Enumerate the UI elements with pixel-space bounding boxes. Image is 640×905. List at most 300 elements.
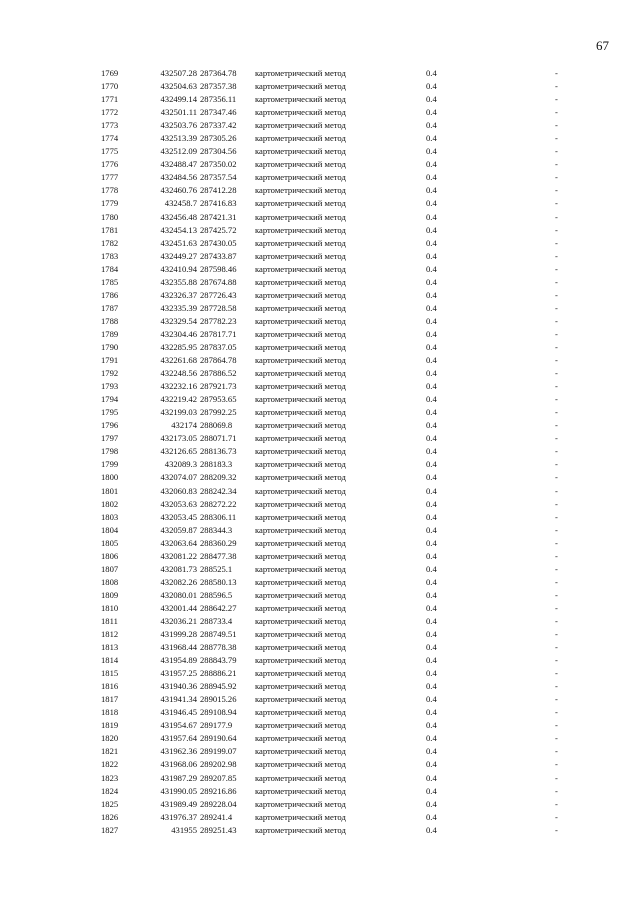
accuracy: 0.4 [426,811,437,822]
note: - [555,355,558,366]
coordinate-x: 431968.06 [160,759,197,770]
coordinate-y: 289015.26 [200,694,237,705]
coordinate-y: 288886.21 [200,668,237,679]
table-row [0,798,640,811]
coordinate-x: 432454.13 [160,224,197,235]
accuracy: 0.4 [426,94,437,105]
point-number: 1795 [101,407,119,418]
accuracy: 0.4 [426,655,437,666]
coordinate-y: 287921.73 [200,381,237,392]
coordinate-x: 431987.29 [160,772,197,783]
accuracy: 0.4 [426,394,437,405]
accuracy: 0.4 [426,498,437,509]
coordinate-y: 287357.54 [200,172,237,183]
accuracy: 0.4 [426,602,437,613]
point-number: 1783 [101,250,119,261]
note: - [555,811,558,822]
method: картометрический метод [255,146,346,157]
method: картометрический метод [255,707,346,718]
coordinate-x: 431999.28 [160,629,197,640]
accuracy: 0.4 [426,224,437,235]
accuracy: 0.4 [426,368,437,379]
coordinate-y: 287357.38 [200,81,237,92]
point-number: 1821 [101,746,119,757]
note: - [555,472,558,483]
table-row [0,380,640,393]
coordinate-x: 432001.44 [160,602,197,613]
method: картометрический метод [255,733,346,744]
note: - [555,420,558,431]
accuracy: 0.4 [426,381,437,392]
method: картометрический метод [255,681,346,692]
coordinate-y: 288344.3 [200,524,233,535]
method: картометрический метод [255,394,346,405]
coordinate-x: 432451.63 [160,237,197,248]
coordinate-x: 432326.37 [160,289,197,300]
method: картометрический метод [255,811,346,822]
method: картометрический метод [255,368,346,379]
coordinate-x: 432173.05 [160,433,197,444]
table-row [0,732,640,745]
accuracy: 0.4 [426,550,437,561]
point-number: 1803 [101,511,119,522]
point-number: 1824 [101,785,119,796]
method: картометрический метод [255,668,346,679]
coordinate-x: 432074.07 [160,472,197,483]
point-number: 1805 [101,537,119,548]
coordinate-x: 432081.73 [160,563,197,574]
table-row [0,237,640,250]
coordinate-y: 287421.31 [200,211,237,222]
table-row [0,197,640,210]
table-row [0,680,640,693]
point-number: 1776 [101,159,119,170]
note: - [555,511,558,522]
method: картометрический метод [255,133,346,144]
accuracy: 0.4 [426,250,437,261]
accuracy: 0.4 [426,120,437,131]
coordinate-y: 287337.42 [200,120,237,131]
coordinate-x: 432248.56 [160,368,197,379]
method: картометрический метод [255,94,346,105]
coordinate-x: 432304.46 [160,328,197,339]
accuracy: 0.4 [426,537,437,548]
method: картометрический метод [255,250,346,261]
coordinate-x: 431955 [171,824,197,835]
note: - [555,668,558,679]
coordinate-x: 432484.56 [160,172,197,183]
method: картометрический метод [255,589,346,600]
note: - [555,315,558,326]
note: - [555,720,558,731]
method: картометрический метод [255,420,346,431]
coordinate-y: 287837.05 [200,341,237,352]
note: - [555,185,558,196]
accuracy: 0.4 [426,720,437,731]
table-row [0,432,640,445]
coordinate-y: 289177.9 [200,720,233,731]
table-row [0,341,640,354]
accuracy: 0.4 [426,198,437,209]
coordinate-x: 432512.09 [160,146,197,157]
method: картометрический метод [255,446,346,457]
note: - [555,615,558,626]
note: - [555,81,558,92]
coordinate-x: 431941.34 [160,694,197,705]
table-row [0,354,640,367]
table-row [0,289,640,302]
note: - [555,733,558,744]
method: картометрический метод [255,642,346,653]
coordinate-y: 287726.43 [200,289,237,300]
point-number: 1818 [101,707,119,718]
method: картометрический метод [255,746,346,757]
coordinate-x: 432507.28 [160,68,197,78]
method: картометрический метод [255,172,346,183]
accuracy: 0.4 [426,276,437,287]
point-number: 1817 [101,694,119,705]
coordinate-y: 288242.34 [200,485,237,496]
point-number: 1799 [101,459,119,470]
accuracy: 0.4 [426,185,437,196]
accuracy: 0.4 [426,524,437,535]
coordinate-x: 432504.63 [160,81,197,92]
point-number: 1792 [101,368,119,379]
point-number: 1772 [101,107,119,118]
point-number: 1784 [101,263,119,274]
coordinate-x: 431957.64 [160,733,197,744]
coordinate-x: 431940.36 [160,681,197,692]
table-row [0,537,640,550]
note: - [555,642,558,653]
point-number: 1787 [101,302,119,313]
accuracy: 0.4 [426,772,437,783]
point-number: 1794 [101,394,119,405]
method: картометрический метод [255,472,346,483]
coordinate-x: 431954.89 [160,655,197,666]
coordinate-y: 287864.78 [200,355,237,366]
point-number: 1812 [101,629,119,640]
accuracy: 0.4 [426,81,437,92]
accuracy: 0.4 [426,511,437,522]
point-number: 1816 [101,681,119,692]
coordinate-y: 289251.43 [200,824,237,835]
coordinate-y: 288272.22 [200,498,237,509]
point-number: 1800 [101,472,119,483]
accuracy: 0.4 [426,824,437,835]
coordinate-y: 288209.32 [200,472,237,483]
note: - [555,263,558,274]
note: - [555,302,558,313]
coordinate-y: 287364.78 [200,68,237,78]
table-row [0,589,640,602]
method: картометрический метод [255,550,346,561]
method: картометрический метод [255,81,346,92]
point-number: 1801 [101,485,119,496]
point-number: 1804 [101,524,119,535]
coordinate-y: 288843.79 [200,655,237,666]
table-row [0,93,640,106]
point-number: 1781 [101,224,119,235]
method: картометрический метод [255,237,346,248]
note: - [555,629,558,640]
table-row [0,393,640,406]
accuracy: 0.4 [426,302,437,313]
coordinate-y: 288183.3 [200,459,233,470]
coordinate-x: 432219.42 [160,394,197,405]
point-number: 1778 [101,185,119,196]
point-number: 1786 [101,289,119,300]
method: картометрический метод [255,824,346,835]
coordinate-y: 287425.72 [200,224,237,235]
table-row [0,419,640,432]
accuracy: 0.4 [426,576,437,587]
method: картометрический метод [255,511,346,522]
method: картометрический метод [255,485,346,496]
coordinate-y: 289199.07 [200,746,237,757]
table-row [0,276,640,289]
table-row [0,654,640,667]
point-number: 1813 [101,642,119,653]
method: картометрический метод [255,759,346,770]
coordinate-x: 432335.39 [160,302,197,313]
point-number: 1788 [101,315,119,326]
coordinate-x: 432126.65 [160,446,197,457]
coordinate-y: 289228.04 [200,798,237,809]
accuracy: 0.4 [426,459,437,470]
coordinate-x: 432174 [171,420,197,431]
table-row [0,67,640,80]
coordinate-x: 432460.76 [160,185,197,196]
coordinate-y: 287433.87 [200,250,237,261]
table-row [0,745,640,758]
point-number: 1769 [101,68,119,78]
method: картометрический метод [255,185,346,196]
accuracy: 0.4 [426,629,437,640]
point-number: 1771 [101,94,119,105]
accuracy: 0.4 [426,759,437,770]
note: - [555,681,558,692]
accuracy: 0.4 [426,289,437,300]
coordinate-x: 432449.27 [160,250,197,261]
method: картометрический метод [255,381,346,392]
coordinate-y: 288580.13 [200,576,237,587]
point-number: 1773 [101,120,119,131]
coordinate-y: 288477.38 [200,550,237,561]
coordinate-x: 432410.94 [160,263,197,274]
method: картометрический метод [255,276,346,287]
coordinates-table [0,67,640,837]
method: картометрический метод [255,524,346,535]
table-row [0,445,640,458]
note: - [555,655,558,666]
note: - [555,602,558,613]
coordinate-x: 432499.14 [160,94,197,105]
coordinate-x: 432355.88 [160,276,197,287]
accuracy: 0.4 [426,328,437,339]
table-row [0,706,640,719]
accuracy: 0.4 [426,341,437,352]
note: - [555,694,558,705]
note: - [555,250,558,261]
table-row [0,511,640,524]
coordinate-y: 288778.38 [200,642,237,653]
table-row [0,576,640,589]
coordinate-y: 289108.94 [200,707,237,718]
coordinate-y: 289190.64 [200,733,237,744]
table-row [0,758,640,771]
method: картометрический метод [255,798,346,809]
note: - [555,146,558,157]
accuracy: 0.4 [426,563,437,574]
point-number: 1820 [101,733,119,744]
note: - [555,772,558,783]
table-row [0,184,640,197]
note: - [555,237,558,248]
coordinate-x: 432053.45 [160,511,197,522]
coordinate-y: 288733.4 [200,615,233,626]
page-number: 67 [596,38,609,53]
coordinate-x: 432458.7 [164,198,197,209]
table-row [0,171,640,184]
method: картометрический метод [255,120,346,131]
table-row [0,498,640,511]
method: картометрический метод [255,107,346,118]
method: картометрический метод [255,302,346,313]
table-row [0,667,640,680]
table-row [0,641,640,654]
note: - [555,446,558,457]
table-row [0,119,640,132]
coordinate-y: 289241.4 [200,811,233,822]
note: - [555,381,558,392]
method: картометрический метод [255,498,346,509]
point-number: 1825 [101,798,119,809]
accuracy: 0.4 [426,211,437,222]
method: картометрический метод [255,720,346,731]
coordinate-y: 287886.52 [200,368,237,379]
coordinate-x: 431989.49 [160,798,197,809]
note: - [555,524,558,535]
table-row [0,550,640,563]
coordinate-y: 288069.8 [200,420,233,431]
coordinate-y: 288071.71 [200,433,237,444]
note: - [555,459,558,470]
point-number: 1791 [101,355,119,366]
note: - [555,407,558,418]
table-row [0,602,640,615]
table-row [0,250,640,263]
coordinate-x: 432063.64 [160,537,197,548]
accuracy: 0.4 [426,263,437,274]
note: - [555,276,558,287]
method: картометрический метод [255,407,346,418]
coordinate-x: 432503.76 [160,120,197,131]
accuracy: 0.4 [426,694,437,705]
coordinate-y: 288642.27 [200,602,237,613]
point-number: 1782 [101,237,119,248]
accuracy: 0.4 [426,746,437,757]
method: картометрический метод [255,355,346,366]
coordinate-y: 287356.11 [200,94,237,105]
coordinate-x: 432082.26 [160,576,197,587]
method: картометрический метод [255,785,346,796]
point-number: 1808 [101,576,119,587]
accuracy: 0.4 [426,133,437,144]
note: - [555,785,558,796]
table-row [0,563,640,576]
coordinate-y: 288749.51 [200,629,237,640]
coordinate-y: 287416.83 [200,198,237,209]
accuracy: 0.4 [426,668,437,679]
point-number: 1798 [101,446,119,457]
note: - [555,537,558,548]
point-number: 1774 [101,133,119,144]
method: картометрический метод [255,315,346,326]
table-row [0,132,640,145]
coordinate-y: 287992.25 [200,407,237,418]
note: - [555,550,558,561]
accuracy: 0.4 [426,681,437,692]
method: картометрический метод [255,602,346,613]
note: - [555,198,558,209]
method: картометрический метод [255,537,346,548]
point-number: 1775 [101,146,119,157]
coordinate-x: 431957.25 [160,668,197,679]
table-row [0,158,640,171]
coordinate-x: 431954.67 [160,720,197,731]
method: картометрический метод [255,263,346,274]
coordinate-x: 432261.68 [160,355,197,366]
note: - [555,589,558,600]
coordinate-y: 288596.5 [200,589,233,600]
note: - [555,576,558,587]
coordinate-y: 288306.11 [200,511,237,522]
note: - [555,368,558,379]
accuracy: 0.4 [426,472,437,483]
point-number: 1827 [101,824,119,835]
note: - [555,211,558,222]
table-row [0,406,640,419]
point-number: 1770 [101,81,119,92]
table-row [0,811,640,824]
method: картометрический метод [255,289,346,300]
note: - [555,563,558,574]
accuracy: 0.4 [426,68,437,78]
table-row [0,211,640,224]
table-row [0,367,640,380]
accuracy: 0.4 [426,798,437,809]
note: - [555,172,558,183]
coordinate-y: 287304.56 [200,146,237,157]
coordinate-x: 432053.63 [160,498,197,509]
point-number: 1807 [101,563,119,574]
method: картометрический метод [255,694,346,705]
point-number: 1806 [101,550,119,561]
point-number: 1797 [101,433,119,444]
accuracy: 0.4 [426,707,437,718]
note: - [555,289,558,300]
coordinate-x: 432059.87 [160,524,197,535]
accuracy: 0.4 [426,355,437,366]
point-number: 1785 [101,276,119,287]
table-row [0,485,640,498]
note: - [555,328,558,339]
coordinate-y: 289216.86 [200,785,237,796]
coordinate-y: 289207.85 [200,772,237,783]
table-row [0,693,640,706]
table-row [0,458,640,471]
